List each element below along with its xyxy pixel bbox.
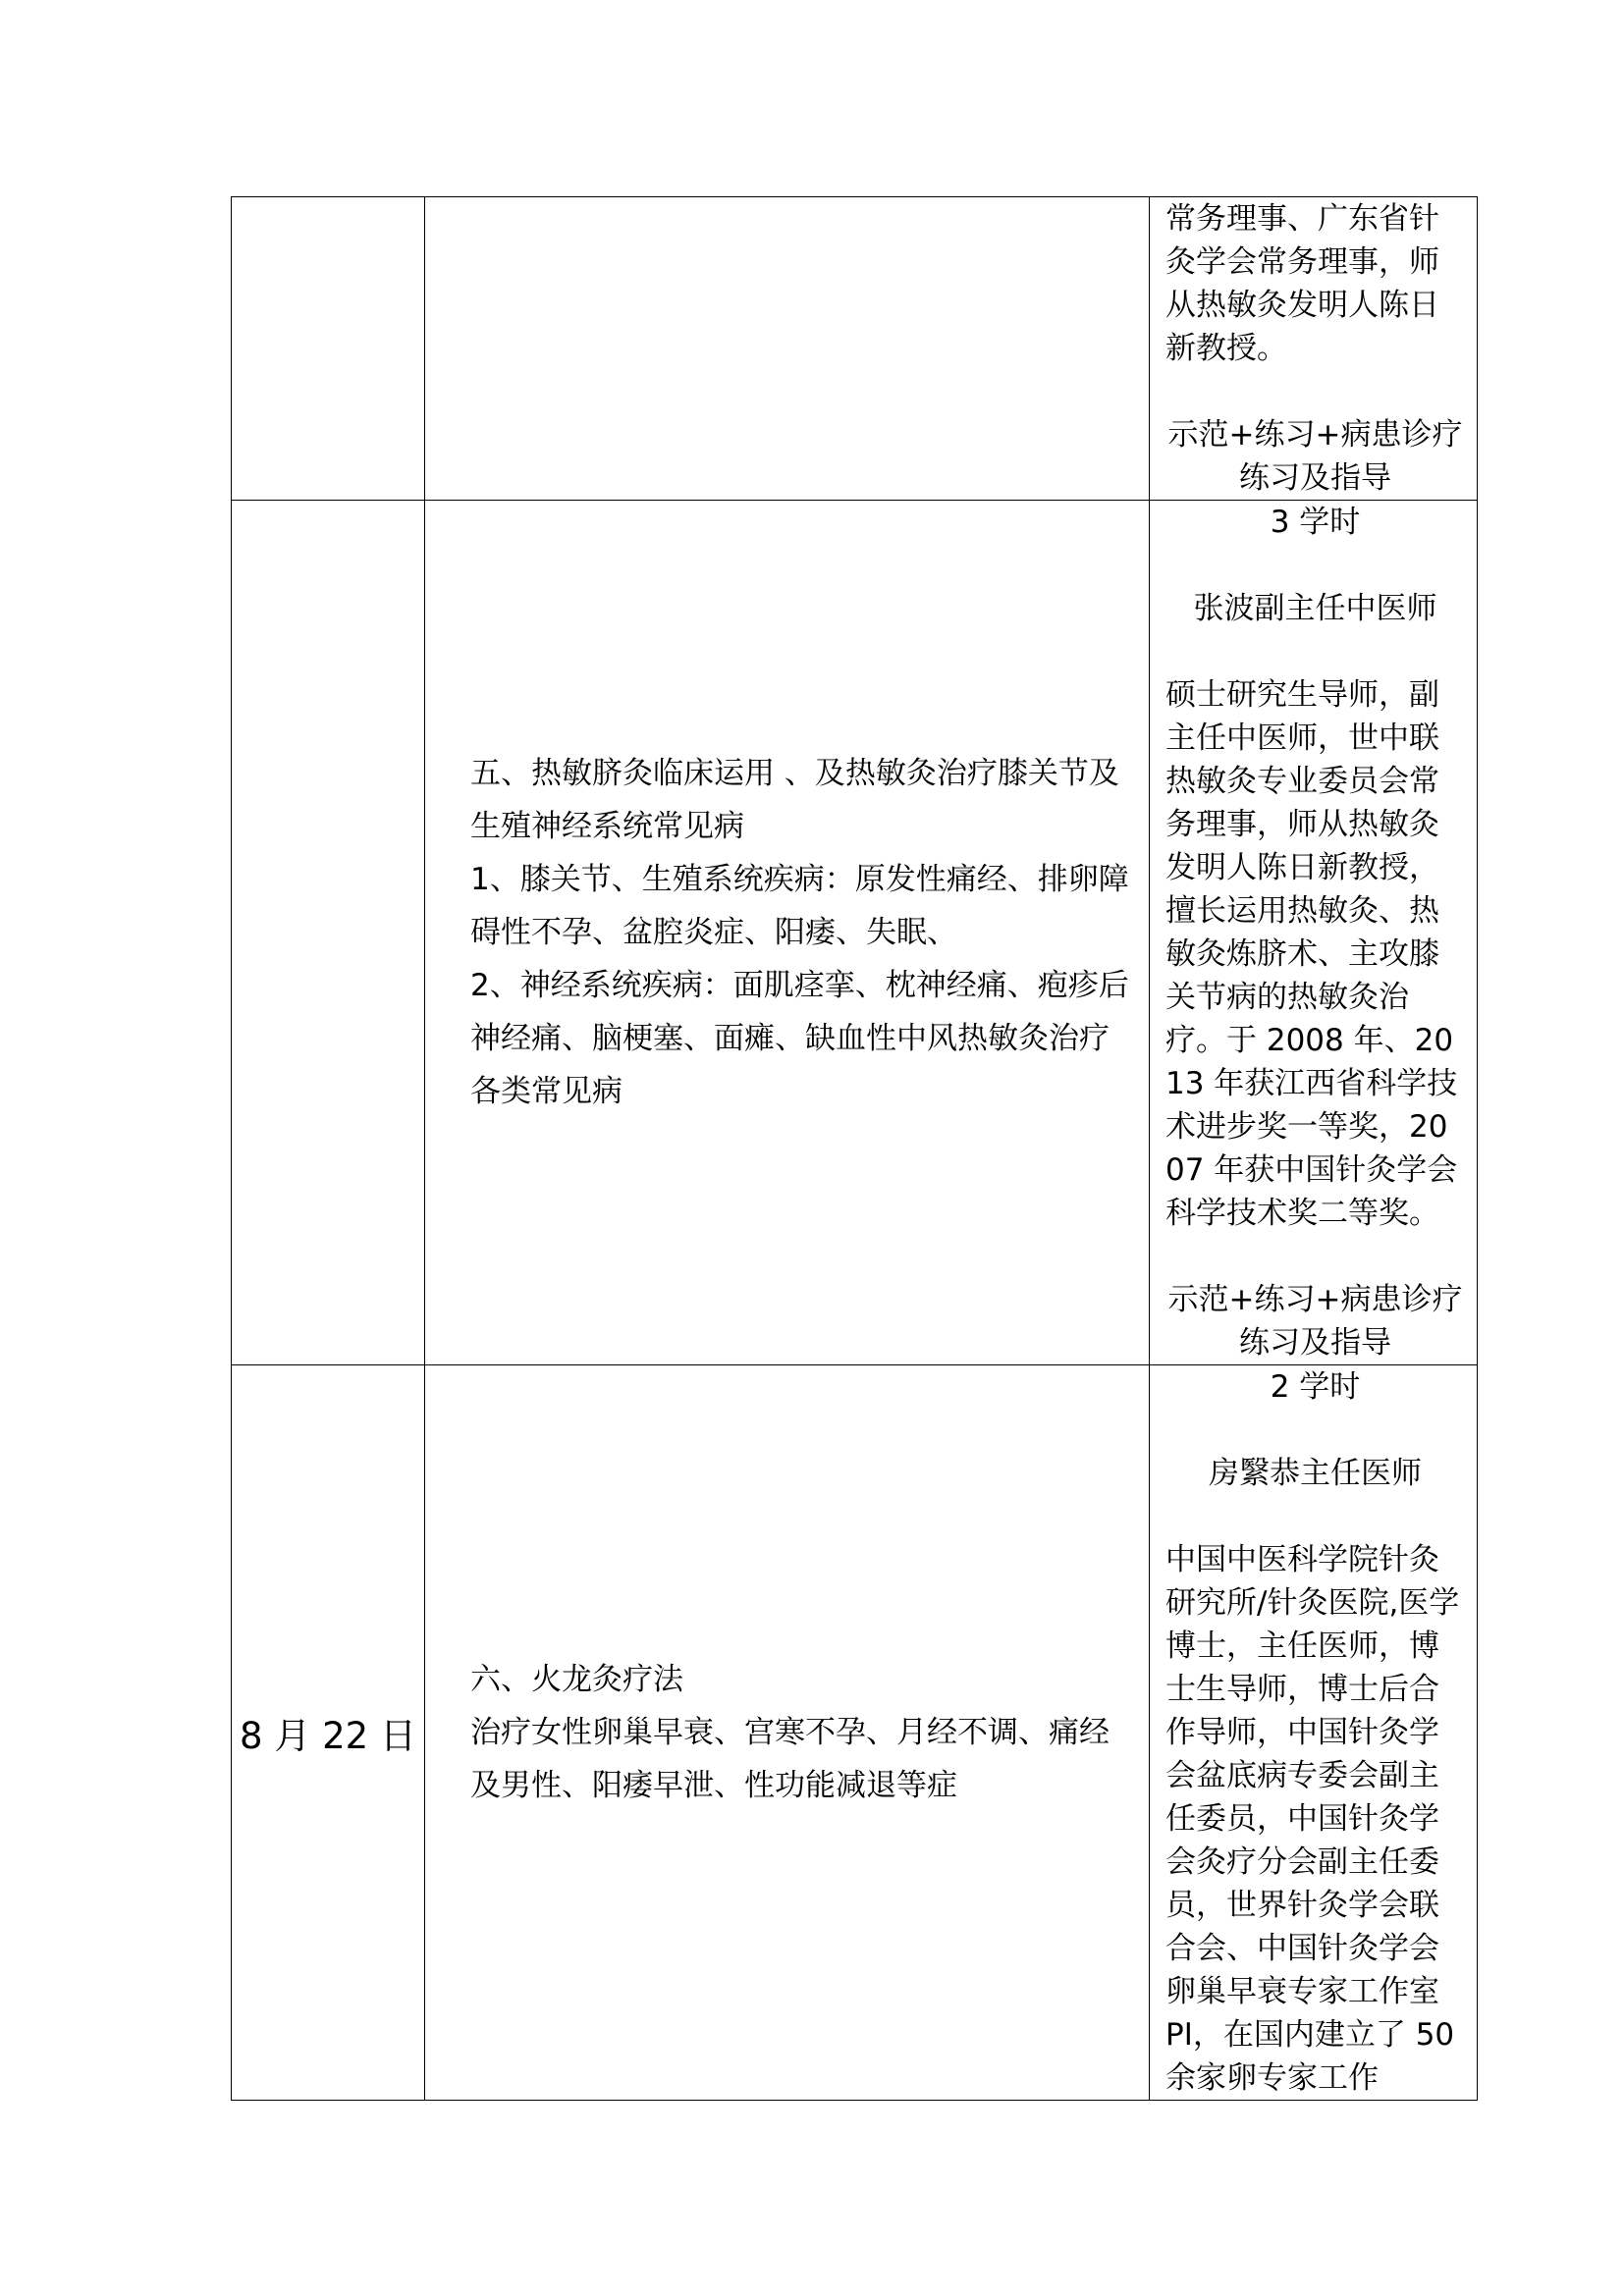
class-hours: 3 学时	[1270, 505, 1361, 540]
speaker-cell	[1150, 501, 1478, 1365]
speaker-name: 房繄恭主任医师	[1209, 1456, 1422, 1491]
date-cell: 8 月 22 日	[232, 1365, 425, 2101]
table-row	[232, 197, 1478, 501]
speaker-bio: 硕士研究生导师，副主任中医师，世中联热敏灸专业委员会常务理事，师从热敏灸发明人陈日新教授，擅长运用热敏灸、热敏灸炼脐术、主攻膝关节病的热敏灸治疗。于 2008 年、2013 年获江西省科学技术进步奖一等奖，2007 年获中国针灸学会科学技术奖二等奖。	[1165, 677, 1458, 1231]
speaker-bio: 中国中医科学院针灸研究所/针灸医院,医学博士，主任医师，博士生导师，博士后合作导师，中国针灸学会盆底病专委会副主任委员，中国针灸学会灸疗分会副主任委员，世界针灸学会联合会、中国针灸学会卵巢早衰专家工作室 PI，在国内建立了 50 余家卵专家工作	[1165, 1542, 1460, 2096]
speaker-cell	[1150, 197, 1478, 501]
date-cell	[232, 197, 425, 501]
content-cell	[425, 501, 1150, 1365]
table-row	[232, 1365, 1478, 2101]
course-line: 1、膝关节、生殖系统疾病：原发性痛经、排卵障碍性不孕、盆腔炎症、阳痿、失眠、	[470, 862, 1129, 950]
table-row	[232, 501, 1478, 1365]
course-title: 六、火龙灸疗法	[470, 1662, 683, 1697]
date-cell	[232, 501, 425, 1365]
course-line: 治疗女性卵巢早衰、宫寒不孕、月经不调、痛经及男性、阳痿早泄、性功能减退等症	[470, 1715, 1110, 1803]
course-line: 2、神经系统疾病：面肌痉挛、枕神经痛、疱疹后神经痛、脑梗塞、面瘫、缺血性中风热敏灸治疗各类常见病	[470, 968, 1129, 1109]
teaching-method: 示范+练习+病患诊疗练习及指导	[1167, 417, 1463, 496]
content-cell	[425, 1365, 1150, 2101]
speaker-bio: 常务理事、广东省针灸学会常务理事，师从热敏灸发明人陈日新教授。	[1165, 201, 1439, 366]
content-cell	[425, 197, 1150, 501]
schedule-table	[231, 196, 1478, 2101]
speaker-name: 张波副主任中医师	[1193, 591, 1437, 626]
speaker-cell	[1150, 1365, 1478, 2101]
class-hours: 2 学时	[1270, 1369, 1361, 1405]
teaching-method: 示范+练习+病患诊疗练习及指导	[1167, 1282, 1463, 1361]
course-title: 五、热敏脐灸临床运用 、及热敏灸治疗膝关节及生殖神经系统常见病	[470, 756, 1119, 844]
